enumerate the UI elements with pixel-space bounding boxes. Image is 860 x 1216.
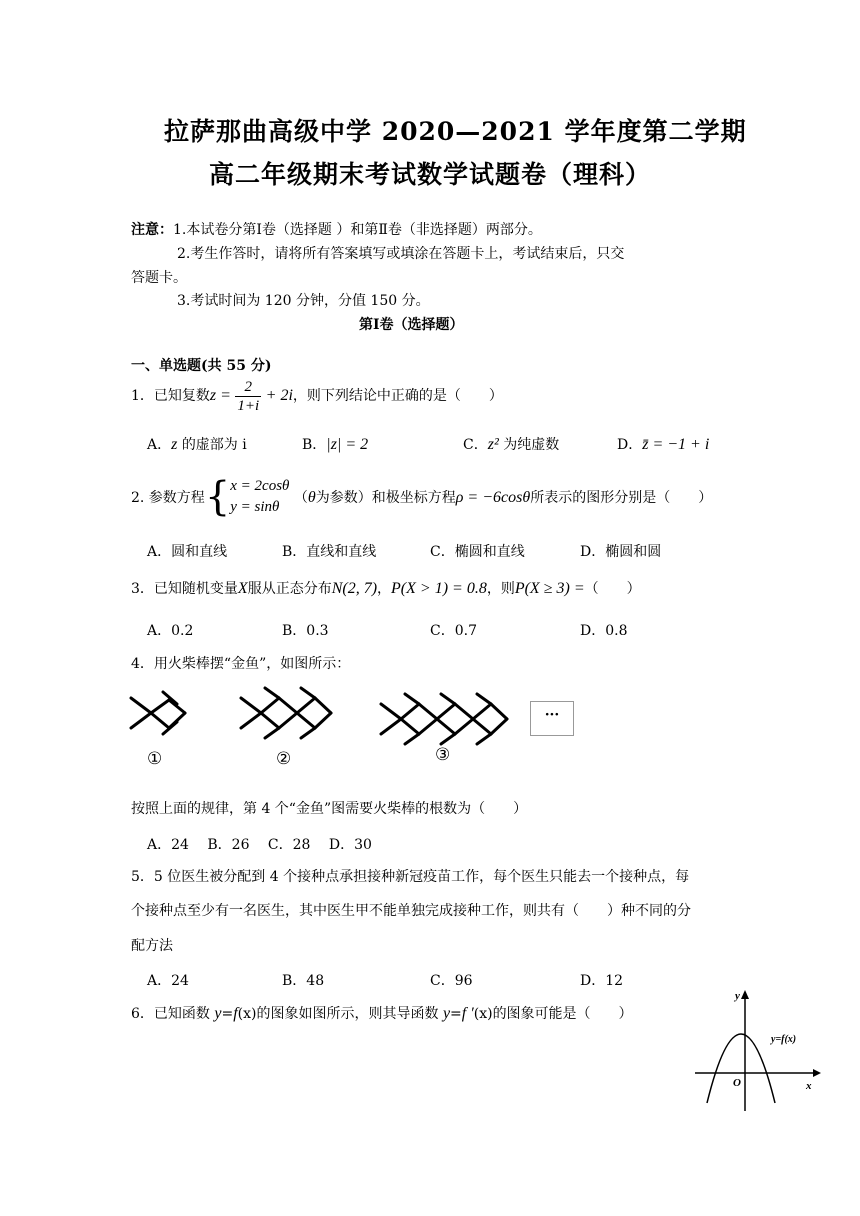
parabola-curve <box>707 1034 775 1103</box>
q5-line-3: 配方法 <box>131 938 173 954</box>
note-2b: 答题卡。 <box>131 270 187 286</box>
q2-option-c: C．椭圆和直线 <box>430 544 525 560</box>
q5-option-b: B．48 <box>282 973 325 989</box>
figure-label-1: ① <box>147 749 163 769</box>
note-1: 1.本试卷分第Ⅰ卷（选择题 ）和第Ⅱ卷（非选择题）两部分。 <box>173 222 542 238</box>
question-3: 3．已知随机变量X服从正态分布N(2, 7)，P(X > 1) = 0.8，则P(X ≥ 3) =（ ） <box>131 580 641 597</box>
matchstick-figure <box>125 680 585 775</box>
q2-option-a: A．圆和直线 <box>147 544 228 560</box>
x-axis-arrow <box>813 1069 821 1077</box>
q1-option-a: A．z 的虚部为 i <box>147 436 247 453</box>
fish-2 <box>241 688 331 738</box>
graph-function-label: y=f(x) <box>771 1034 797 1045</box>
note-2a: 2.考生作答时，请将所有答案填写或填涂在答题卡上，考试结束后，只交 <box>177 246 625 262</box>
notes-line-1 <box>131 219 542 239</box>
figure-label-3: ③ <box>435 745 451 765</box>
question-2: 2. 参数方程{ x = 2cosθ y = sinθ （θ为参数）和极坐标方程ρ = −6cosθ所表示的图形分别是（ ） <box>131 474 713 520</box>
q3-option-d: D．0.8 <box>580 623 628 639</box>
q1-fraction <box>235 378 261 415</box>
q2-prefix: 2. 参数方程 <box>131 490 205 506</box>
fish-1 <box>131 692 185 734</box>
part-1-title: 第Ⅰ卷（选择题） <box>359 317 464 333</box>
q5-option-c: C．96 <box>430 973 473 989</box>
q5-line-2: 个接种点至少有一名医生，其中医生甲不能单独完成接种工作，则共有（ ）种不同的分 <box>131 903 691 919</box>
notes-label: 注意： <box>131 222 173 238</box>
function-graph <box>695 985 825 1115</box>
figure-label-2: ② <box>276 749 292 769</box>
title-line-2: 高二年级期末考试数学试题卷（理科） <box>209 160 652 189</box>
q5-line-1: 5．5 位医生被分配到 4 个接种点承担接种新冠疫苗工作，每个医生只能去一个接种点，每 <box>131 869 690 885</box>
q1-tail: + 2i <box>265 387 293 404</box>
graph-x-label: x <box>806 1080 812 1092</box>
continuation-dots-box: ··· <box>530 701 574 736</box>
q2-system: x = 2cosθ y = sinθ <box>230 478 290 515</box>
fish-3 <box>381 694 507 744</box>
question-4-stem: 4．用火柴棒摆“金鱼”，如图所示： <box>131 656 351 672</box>
q1-option-d: D．z̄ = −1 + i <box>617 436 710 453</box>
q1-z-eq: z = <box>209 387 231 404</box>
q5-option-d: D．12 <box>580 973 624 989</box>
y-axis-arrow <box>741 990 749 999</box>
note-3: 3.考试时间为 120 分钟，分值 150 分。 <box>177 293 430 309</box>
title-line-1: 拉萨那曲高级中学 2020—2021 学年度第二学期 <box>164 117 747 146</box>
q1-num: 2 <box>235 378 261 397</box>
graph-origin-label: O <box>733 1077 741 1089</box>
q1-option-c: C．z² 为纯虚数 <box>463 436 560 453</box>
section-1-title: 一、单选题(共 55 分) <box>131 358 272 374</box>
q2-option-b: B．直线和直线 <box>282 544 377 560</box>
q3-option-b: B．0.3 <box>282 623 329 639</box>
question-6: 6．已知函数 y=f(x)的图象如图所示，则其导函数 y=f ′(x)的图象可能是（ ） <box>131 1005 633 1022</box>
q5-option-a: A．24 <box>147 973 189 989</box>
q1-prefix: 1．已知复数 <box>131 388 210 404</box>
q1-option-b: B．|z| = 2 <box>302 436 369 453</box>
graph-y-label: y <box>735 990 740 1002</box>
question-1 <box>131 377 503 415</box>
q3-option-a: A．0.2 <box>147 623 194 639</box>
question-4: 按照上面的规律，第 4 个“金鱼”图需要火柴棒的根数为（ ） <box>131 801 528 817</box>
q4-options: A．24 B．26 C．28 D．30 <box>147 837 372 853</box>
q1-suffix: ，则下列结论中正确的是（ ） <box>292 388 503 404</box>
q2-option-d: D．椭圆和圆 <box>580 544 662 560</box>
q2-brace: { <box>204 474 231 520</box>
q3-option-c: C．0.7 <box>430 623 477 639</box>
q1-den: 1+i <box>237 397 260 414</box>
